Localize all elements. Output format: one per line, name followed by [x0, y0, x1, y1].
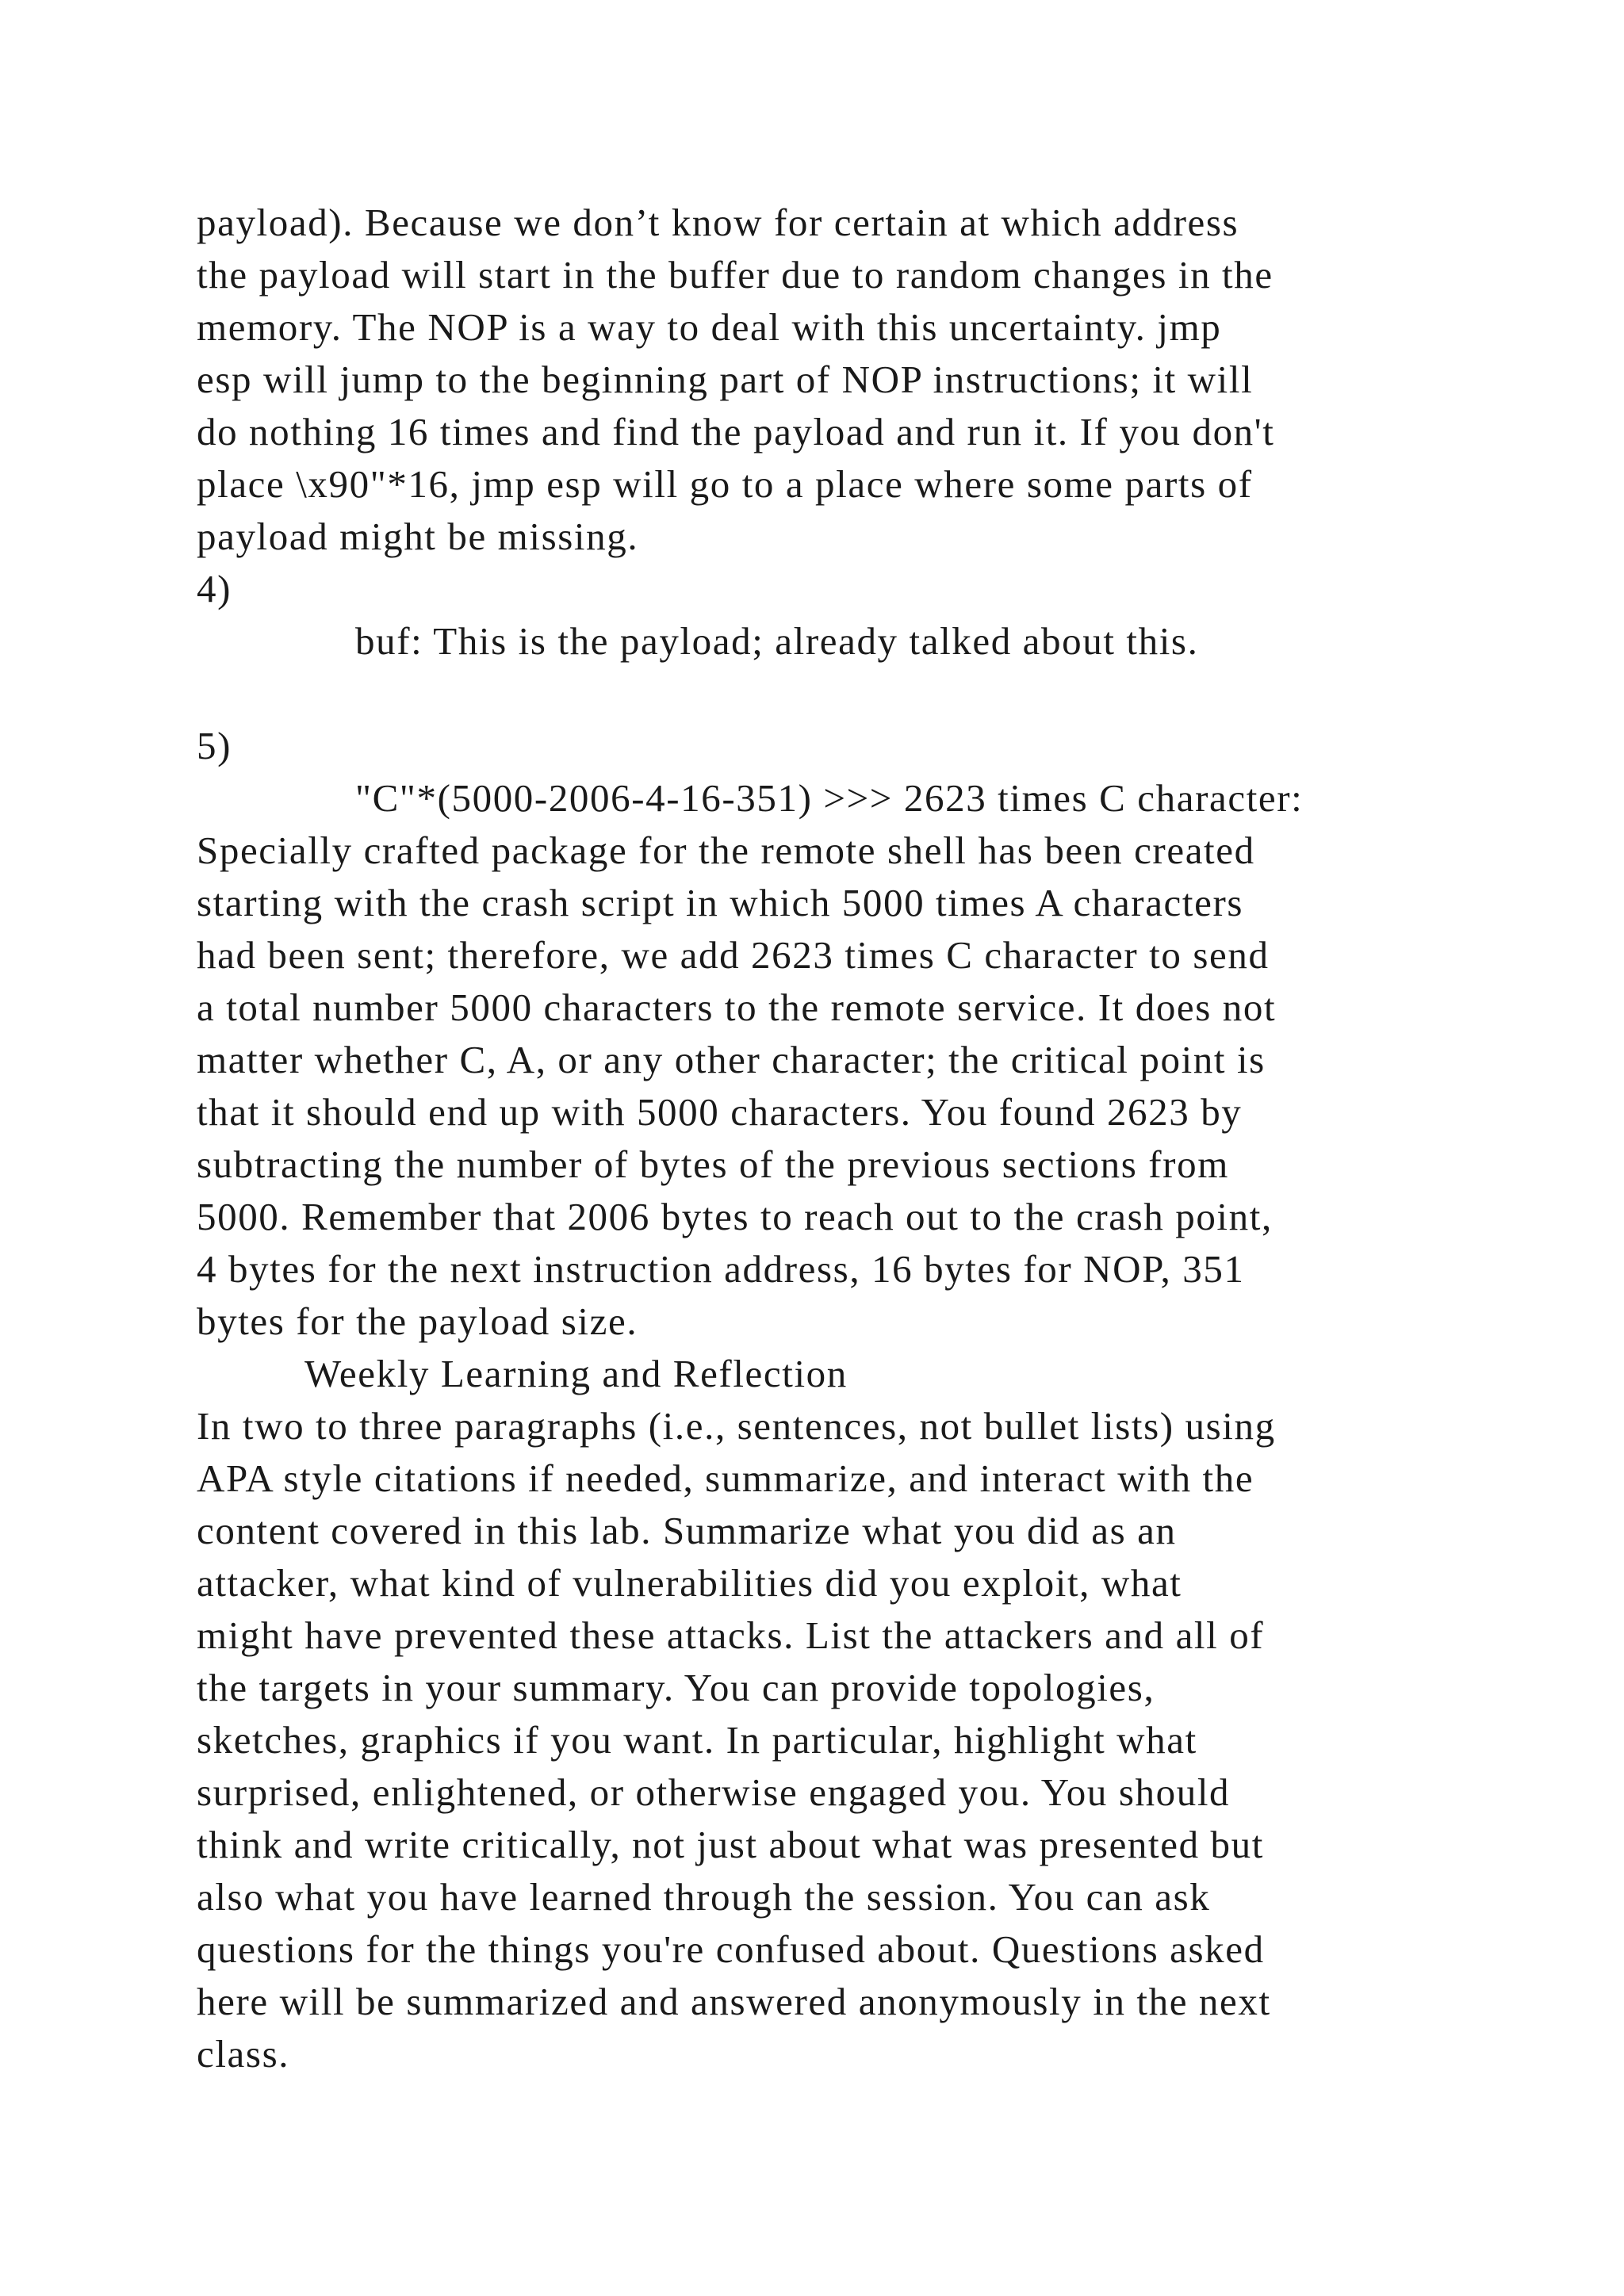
text-line-20: 4 bytes for the next instruction address, 16 bytes for NOP, 351: [197, 1247, 1245, 1291]
text-line-12: Specially crafted package for the remote shell has been created: [197, 828, 1255, 872]
text-line-3: memory. The NOP is a way to deal with this uncertainty. jmp: [197, 305, 1222, 349]
text-line-24: APA style citations if needed, summarize, and interact with the: [197, 1456, 1254, 1500]
text-line-7: payload might be missing.: [197, 515, 639, 558]
text-line-4: esp will jump to the beginning part of NOP instructions; it will: [197, 358, 1254, 401]
text-line-27: might have prevented these attacks. List the attackers and all of: [197, 1613, 1265, 1657]
text-line-31: think and write critically, not just about what was presented but: [197, 1823, 1264, 1866]
text-line-2: the payload will start in the buffer due to random changes in the: [197, 253, 1274, 297]
text-line-29: sketches, graphics if you want. In particular, highlight what: [197, 1718, 1197, 1762]
text-line-28: the targets in your summary. You can provide topologies,: [197, 1666, 1155, 1709]
text-line-25: content covered in this lab. Summarize what you did as an: [197, 1509, 1177, 1552]
text-line-17: that it should end up with 5000 characters. You found 2623 by: [197, 1090, 1243, 1134]
section-heading: Weekly Learning and Reflection: [304, 1352, 848, 1395]
text-line-30: surprised, enlightened, or otherwise engaged you. You should: [197, 1770, 1231, 1814]
text-line-16: matter whether C, A, or any other character; the critical point is: [197, 1038, 1266, 1081]
text-line-26: attacker, what kind of vulnerabilities did you exploit, what: [197, 1561, 1182, 1605]
text-line-13: starting with the crash script in which 5000 times A characters: [197, 881, 1244, 924]
text-line-21: bytes for the payload size.: [197, 1299, 638, 1343]
text-line-5: do nothing 16 times and find the payload and run it. If you don't: [197, 410, 1275, 453]
item-5-code-line: "C"*(5000-2006-4-16-351) >>> 2623 times C character:: [355, 776, 1304, 820]
text-line-15: a total number 5000 characters to the remote service. It does not: [197, 985, 1277, 1029]
text-line-19: 5000. Remember that 2006 bytes to reach out to the crash point,: [197, 1195, 1273, 1238]
text-line-18: subtracting the number of bytes of the previous sections from: [197, 1142, 1229, 1186]
text-line-6: place \x90"*16, jmp esp will go to a place where some parts of: [197, 462, 1253, 506]
text-line-33: questions for the things you're confused about. Questions asked: [197, 1927, 1265, 1971]
text-line-32: also what you have learned through the session. You can ask: [197, 1875, 1211, 1919]
text-line-23: In two to three paragraphs (i.e., sentences, not bullet lists) using: [197, 1404, 1276, 1448]
text-line-34: here will be summarized and answered anonymously in the next: [197, 1980, 1271, 2023]
text-line-1: payload). Because we don’t know for certain at which address: [197, 201, 1239, 244]
item-number-4: 4): [197, 567, 232, 610]
text-line-35: class.: [197, 2032, 290, 2076]
item-number-5: 5): [197, 724, 232, 767]
item-4-text: buf: This is the payload; already talked about this.: [355, 619, 1199, 663]
text-line-14: had been sent; therefore, we add 2623 times C character to send: [197, 933, 1270, 977]
